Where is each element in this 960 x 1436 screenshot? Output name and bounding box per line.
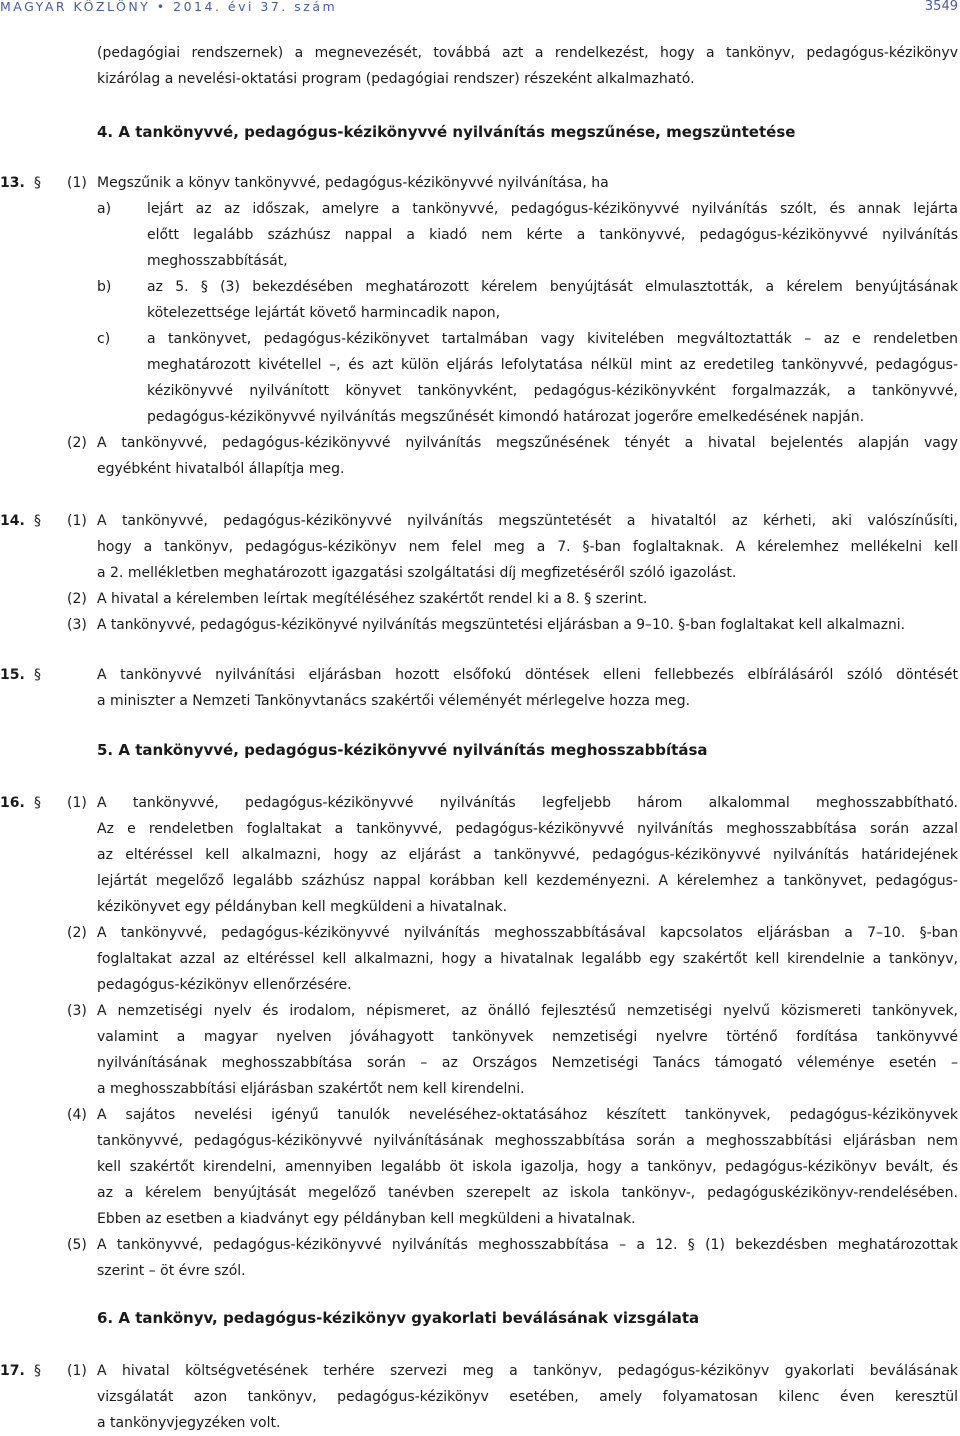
section-number: 15.: [0, 667, 25, 683]
point-label: a): [97, 201, 112, 217]
paragraph-number: (5): [67, 1237, 87, 1253]
point-text: kézikönyvvé nyilvánított könyvet tankönyvként, pedagógus-kézikönyvként forgalmazzák, a tankönyvvé,: [147, 383, 958, 399]
point-text: meghosszabbítását,: [147, 253, 288, 269]
paragraph-text: a miniszter a Nemzeti Tankönyvtanács szakértői véleményét mérlegelve hozza meg.: [97, 693, 691, 709]
paragraph-number: (1): [67, 1363, 87, 1379]
chapter-heading: 4. A tankönyvvé, pedagógus-kézikönyvvé nyilvánítás megszűnése, megszüntetése: [97, 123, 796, 141]
paragraph-text: Az e rendeletben foglaltakat a tankönyvvé, pedagógus-kézikönyvvé nyilvánítás meghosszabbítása során azzal: [97, 821, 958, 837]
paragraph-text: a 2. mellékletben meghatározott igazgatási szolgáltatási díj megfizetéséről szóló igazolást.: [97, 565, 737, 581]
point-text: az 5. § (3) bekezdésében meghatározott kérelem benyújtását elmulasztották, a kérelem benyújtásának: [147, 279, 958, 295]
chapter-heading: 5. A tankönyvvé, pedagógus-kézikönyvvé nyilvánítás meghosszabbítása: [97, 741, 708, 759]
paragraph-text: kell szakértőt kirendelni, amennyiben legalább öt iskola igazolja, hogy a tankönyv, pedagógus-kézikönyv bevált, és: [97, 1159, 958, 1175]
paragraph-text: A tankönyvvé, pedagógus-kézikönyvvé nyilvánítás megszüntetését a hivataltól az kérheti, aki valószínűsíti,: [97, 513, 958, 529]
paragraph-text: lejártát megelőző legalább százhúsz nappal korábban kell kezdeményezni. A kérelemhez a tankönyvet, pedagógus-: [97, 873, 958, 889]
paragraph-number: (3): [67, 1003, 87, 1019]
paragraph-number: (1): [67, 175, 87, 191]
section-sign: §: [34, 667, 41, 683]
paragraph-number: (2): [67, 925, 87, 941]
paragraph-text: A tankönyvvé, pedagógus-kézikönyvvé nyilvánítás megszűnésének tényét a hivatal bejelentés alapján vagy: [97, 435, 958, 451]
paragraph-text: a tankönyvjegyzéken volt.: [97, 1415, 281, 1431]
paragraph-text: kézikönyvet egy példányban kell megküldeni a hivatalnak.: [97, 899, 508, 915]
chapter-heading: 6. A tankönyv, pedagógus-kézikönyv gyakorlati beválásának vizsgálata: [97, 1309, 700, 1327]
section-number: 16.: [0, 795, 25, 811]
point-text: előtt legalább százhúsz nappal a kiadó nem kérte a tankönyvvé, pedagógus-kézikönyvvé nyilvánítás: [147, 227, 958, 243]
point-text: lejárt az az időszak, amelyre a tankönyvvé, pedagógus-kézikönyvvé nyilvánítás szólt, és annak lejárta: [147, 201, 958, 217]
paragraph-number: (3): [67, 617, 87, 633]
section-number: 14.: [0, 513, 25, 529]
paragraph-text: foglaltakat azzal az eltéréssel kell alkalmazni, hogy a hivatalnak legalább egy szakértőt kell kirendelnie a tankönyv,: [97, 951, 958, 967]
paragraph-number: (1): [67, 513, 87, 529]
point-text: pedagógus-kézikönyvvé nyilvánítás megszűnését kimondó határozat jogerőre emelkedésének napján.: [147, 409, 865, 425]
paragraph-text: hogy a tankönyv, pedagógus-kézikönyv nem felel meg a 7. §-ban foglaltaknak. A kérelemhez mellékelni kell: [97, 539, 958, 555]
paragraph-text: A hivatal költségvetésének terhére szervezi meg a tankönyv, pedagógus-kézikönyv gyakorlati beválásának: [97, 1363, 958, 1379]
paragraph-text: A tankönyvvé, pedagógus-kézikönyvvé nyilvánítás meghosszabbításával kapcsolatos eljárásban a 7–10. §-ban: [97, 925, 958, 941]
point-text: kötelezettsége lejártát követő harmincadik napon,: [147, 305, 501, 321]
point-label: b): [97, 279, 112, 295]
section-sign: §: [34, 1363, 41, 1379]
journal-title: MAGYAR KÖZLÖNY • 2014. évi 37. szám: [0, 0, 338, 14]
paragraph-number: (1): [67, 795, 87, 811]
point-label: c): [97, 331, 111, 347]
section-sign: §: [34, 175, 41, 191]
section-sign: §: [34, 795, 41, 811]
page-number: 3549: [924, 0, 958, 14]
paragraph-text: A tankönyvvé nyilvánítási eljárásban hozott elsőfokú döntések elleni fellebbezés elbírálásáról szóló döntését: [97, 667, 958, 683]
paragraph-text: szerint – öt évre szól.: [97, 1263, 246, 1279]
paragraph-text: vizsgálatát azon tankönyv, pedagógus-kézikönyv esetében, amely folyamatosan kilenc éven keresztül: [97, 1389, 958, 1405]
paragraph-text: A tankönyvvé, pedagógus-kézikönyvvé nyilvánítás legfeljebb három alkalommal meghosszabbítható.: [97, 795, 958, 811]
section-number: 17.: [0, 1363, 25, 1379]
paragraph-text: pedagógus-kézikönyv ellenőrzésére.: [97, 977, 352, 993]
paragraph-text: nyilvánításának meghosszabbítása során – az Országos Nemzetiségi Tanács támogató véleménye esetén –: [97, 1055, 958, 1071]
section-sign: §: [34, 513, 41, 529]
intro-line: kizárólag a nevelési-oktatási program (pedagógiai rendszer) részeként alkalmazható.: [97, 71, 695, 87]
paragraph-number: (4): [67, 1107, 87, 1123]
paragraph-text: az eltéréssel kell alkalmazni, hogy az eljárást a tankönyvvé, pedagógus-kézikönyvvé nyilvánítás határidejének: [97, 847, 958, 863]
paragraph-text: A sajátos nevelési igényű tanulók neveléséhez-oktatásához készített tankönyvek, pedagógus-kézikönyvek: [97, 1107, 958, 1123]
paragraph-number: (2): [67, 435, 87, 451]
point-text: a tankönyvet, pedagógus-kézikönyvet tartalmában vagy kivitelében megváltoztatták – az e rendeletben: [147, 331, 958, 347]
paragraph-text: tankönyvvé, pedagógus-kézikönyvvé nyilvánításának meghosszabbítása során a meghosszabbítási eljárásban nem: [97, 1133, 958, 1149]
paragraph-text: valamint a magyar nyelven jóváhagyott tankönyvek nemzetiségi nyelvre történő fordítása tankönyvvé: [97, 1029, 958, 1045]
paragraph-text: A tankönyvvé, pedagógus-kézikönyvé nyilvánítás megszüntetési eljárásban a 9–10. §-ban foglaltakat kell alkalmazni.: [97, 617, 905, 633]
paragraph-number: (2): [67, 591, 87, 607]
paragraph-text: Ebben az esetben a kiadványt egy példányban kell megküldeni a hivatalnak.: [97, 1211, 636, 1227]
paragraph-text: egyébként hivatalból állapítja meg.: [97, 461, 345, 477]
page-header: [0, 0, 960, 24]
paragraph-text: A tankönyvvé, pedagógus-kézikönyvvé nyilvánítás meghosszabbítása – a 12. § (1) bekezdésben meghatározottak: [97, 1237, 958, 1253]
paragraph-text: A hivatal a kérelemben leírtak megítéléséhez szakértőt rendel ki a 8. § szerint.: [97, 591, 648, 607]
intro-line: (pedagógiai rendszernek) a megnevezését, továbbá azt a rendelkezést, hogy a tankönyv, pedagógus-kézikönyv: [97, 45, 958, 61]
paragraph-text: A nemzetiségi nyelv és irodalom, népismeret, az önálló fejlesztésű nemzetiségi nyelvű közismereti tankönyvek,: [97, 1003, 958, 1019]
point-text: meghatározott kivétellel –, és azt külön eljárás lefolytatása nélkül mint az eredetileg tankönyvvé, pedagógus-: [147, 357, 958, 373]
paragraph-text: a meghosszabbítási eljárásban szakértőt nem kell kirendelni.: [97, 1081, 525, 1097]
paragraph-text: Megszűnik a könyv tankönyvvé, pedagógus-kézikönyvvé nyilvánítása, ha: [97, 175, 609, 191]
paragraph-text: az a kérelem benyújtását megelőző tanévben szerepelt az iskola tankönyv-, pedagóguskézikönyv-rendelésében.: [97, 1185, 958, 1201]
section-number: 13.: [0, 175, 25, 191]
